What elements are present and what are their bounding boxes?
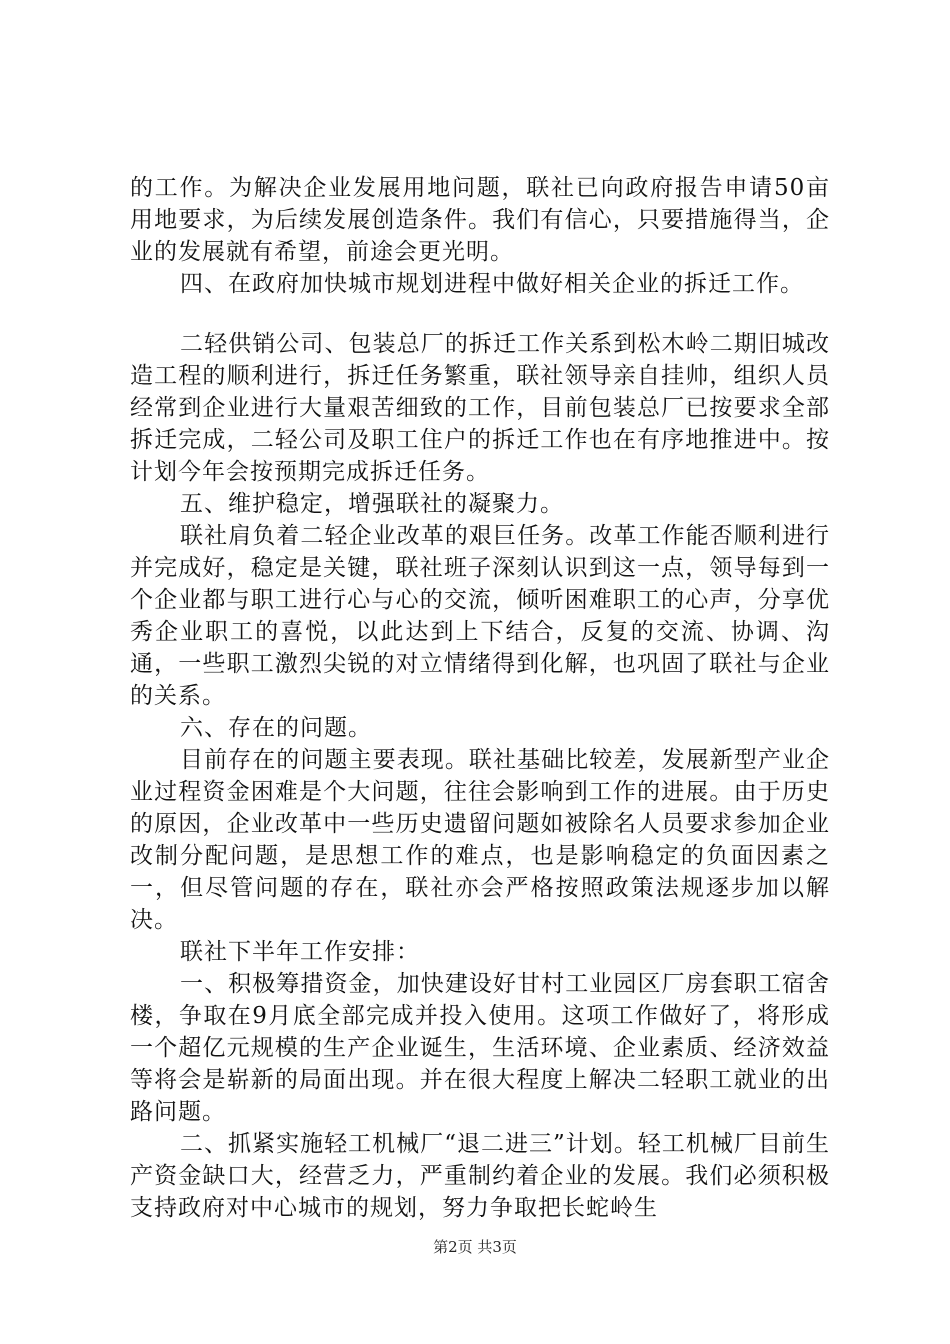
section-heading-5: 五、维护稳定，增强联社的凝聚力。 bbox=[180, 491, 564, 517]
document-body bbox=[130, 172, 830, 1224]
page-number-footer: 第2页 共3页 bbox=[433, 1238, 517, 1256]
section-heading-6: 六、存在的问题。 bbox=[180, 715, 372, 741]
section-heading-4: 四、在政府加快城市规划进程中做好相关企业的拆迁工作。 bbox=[180, 271, 804, 297]
section-heading-plan: 联社下半年工作安排： bbox=[180, 939, 420, 965]
paragraph-plan-1: 一、积极筹措资金，加快建设好甘村工业园区厂房套职工宿舍楼，争取在9月底全部完成并投入使用。这项工作做好了，将形成一个超亿元规模的生产企业诞生，生活环境、企业素质、经济效益等将会是崭新的局面出现。并在很大程度上解决二轻职工就业的出路问题。 bbox=[130, 971, 830, 1125]
paragraph-relocation: 二轻供销公司、包装总厂的拆迁工作关系到松木岭二期旧城改造工程的顺利进行，拆迁任务繁重，联社领导亲自挂帅，组织人员经常到企业进行大量艰苦细致的工作，目前包装总厂已按要求全部拆迁完成，二轻公司及职工住户的拆迁工作也在有序地推进中。按计划今年会按预期完成拆迁任务。 bbox=[130, 331, 830, 485]
paragraph-stability: 联社肩负着二轻企业改革的艰巨任务。改革工作能否顺利进行并完成好，稳定是关键，联社班子深刻认识到这一点，领导每到一个企业都与职工进行心与心的交流，倾听困难职工的心声，分享优秀企业职工的喜悦，以此达到上下结合，反复的交流、协调、沟通，一些职工激烈尖锐的对立情绪得到化解，也巩固了联社与企业的关系。 bbox=[130, 523, 830, 709]
paragraph-problems: 目前存在的问题主要表现。联社基础比较差，发展新型产业企业过程资金困难是个大问题，往往会影响到工作的进展。由于历史的原因，企业改革中一些历史遗留问题如被除名人员要求参加企业改制分配问题，是思想工作的难点，也是影响稳定的负面因素之一，但尽管问题的存在，联社亦会严格按照政策法规逐步加以解决。 bbox=[130, 747, 830, 933]
paragraph-continuation: 的工作。为解决企业发展用地问题，联社已向政府报告申请50亩用地要求，为后续发展创造条件。我们有信心，只要措施得当，企业的发展就有希望，前途会更光明。 bbox=[130, 175, 830, 265]
paragraph-plan-2: 二、抓紧实施轻工机械厂“退二进三”计划。轻工机械厂目前生产资金缺口大，经营乏力，严重制约着企业的发展。我们必须积极支持政府对中心城市的规划，努力争取把长蛇岭生 bbox=[130, 1131, 830, 1221]
